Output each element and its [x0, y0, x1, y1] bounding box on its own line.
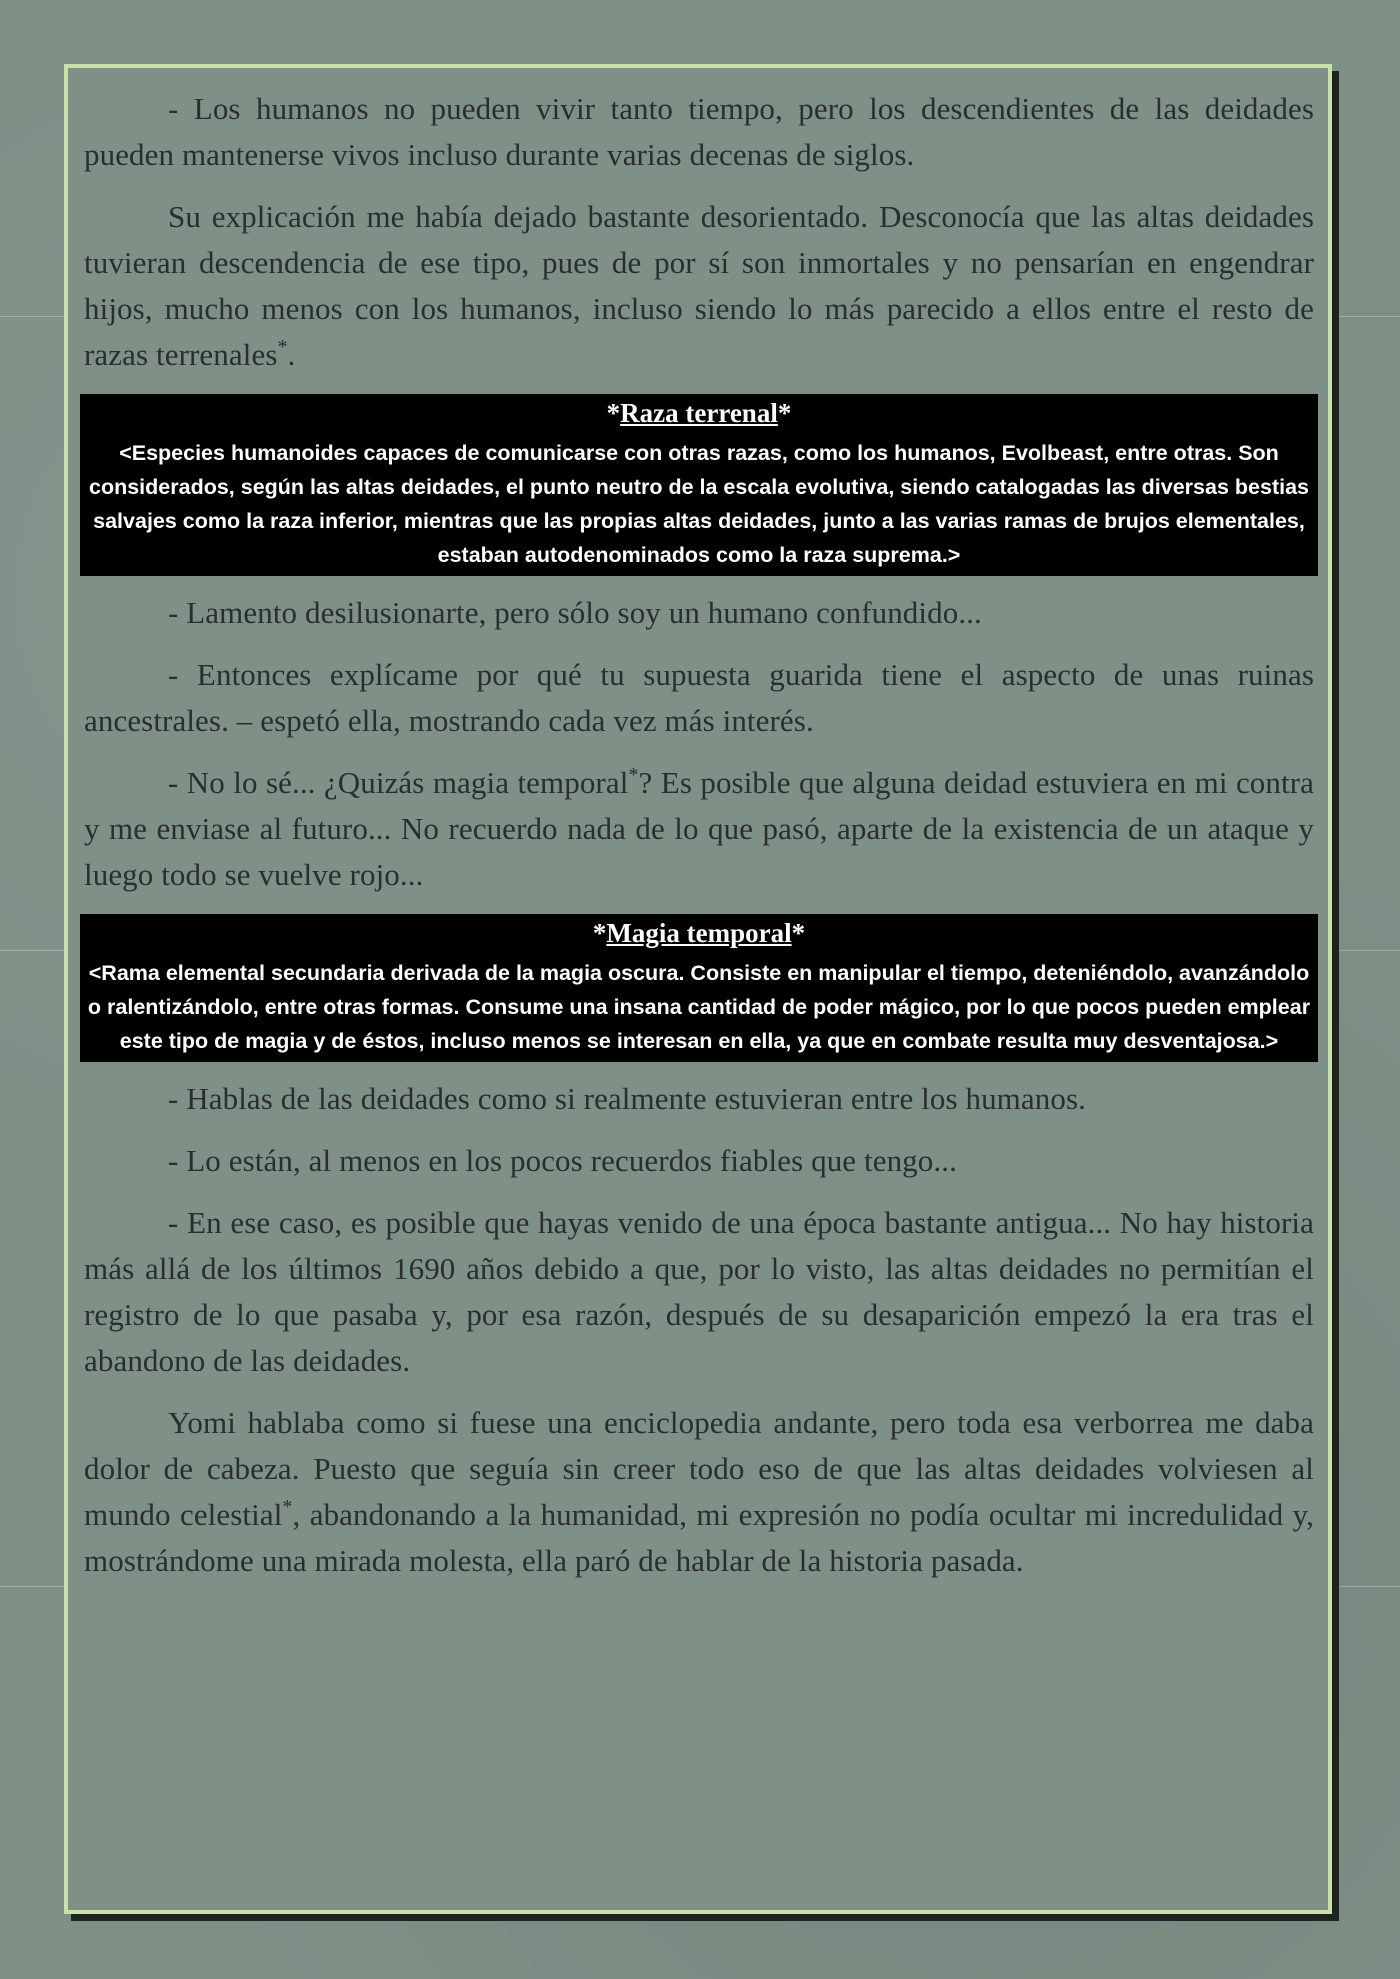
glossary-title: *Magia temporal*: [592, 918, 806, 948]
paragraph-dialogue: - No lo sé... ¿Quizás magia temporal*? Es posible que alguna deidad estuviera en mi contra y me enviase al futuro... No recuerdo nada de lo que pasó, aparte de la existencia de un ataque y luego todo se vuelve rojo...: [84, 764, 1315, 892]
paragraph-narration: Yomi hablaba como si fuese una enciclopedia andante, pero toda esa verborrea me daba dolor de cabeza. Puesto que seguía sin creer todo eso de que las altas deidades volviesen al mundo celestial*, abandonando a la humanidad, mi expresión no podía ocultar mi incredulidad y, mostrándome una mirada molesta, ella paró de hablar de la historia pasada.: [84, 1405, 1314, 1578]
paragraph-dialogue: - Lamento desilusionarte, pero sólo soy un humano confundido...: [168, 595, 982, 630]
paragraph-dialogue: - Entonces explícame por qué tu supuesta guarida tiene el aspecto de unas ruinas ancestrales. – espetó ella, mostrando cada vez más interés.: [84, 657, 1314, 738]
footnote-marker: *: [282, 1496, 293, 1518]
glossary-definition: <Especies humanoides capaces de comunicarse con otras razas, como los humanos, Evolbeast, entre otras. Son considerados, según las altas deidades, el punto neutro de la escala evolutiva, siendo catalogadas las diversas bestias salvajes como la raza inferior, mientras que las propias altas deidades, junto a las varias ramas de brujos elementales, estaban autodenominados como la raza suprema.>: [89, 441, 1309, 567]
glossary-box-raza-terrenal: [80, 394, 1318, 576]
page-frame: [64, 64, 1332, 1914]
paragraph-dialogue: - En ese caso, es posible que hayas venido de una época bastante antigua... No hay historia más allá de los últimos 1690 años debido a que, por lo visto, las altas deidades no permitían el registro de lo que pasaba y, por esa razón, después de su desaparición empezó la era tras el abandono de las deidades.: [84, 1205, 1314, 1378]
paragraph-dialogue: - Los humanos no pueden vivir tanto tiempo, pero los descendientes de las deidades pueden mantenerse vivos incluso durante varias decenas de siglos.: [84, 91, 1314, 172]
paragraph-dialogue: - Lo están, al menos en los pocos recuerdos fiables que tengo...: [168, 1143, 957, 1178]
glossary-title: *Raza terrenal*: [606, 398, 792, 428]
footnote-marker: *: [628, 764, 639, 786]
glossary-box-magia-temporal: [80, 914, 1318, 1062]
page-content: [84, 86, 1314, 1600]
footnote-marker: *: [277, 336, 288, 358]
paragraph-dialogue: - Hablas de las deidades como si realmente estuvieran entre los humanos.: [168, 1081, 1086, 1116]
paragraph-narration: Su explicación me había dejado bastante desorientado. Desconocía que las altas deidades tuvieran descendencia de ese tipo, pues de por sí son inmortales y no pensarían en engendrar hijos, mucho menos con los humanos, incluso siendo lo más parecido a ellos entre el resto de razas terrenales*.: [84, 199, 1314, 372]
glossary-definition: <Rama elemental secundaria derivada de la magia oscura. Consiste en manipular el tiempo, deteniéndolo, avanzándolo o ralentizándolo, entre otras formas. Consume una insana cantidad de poder mágico, por lo que pocos pueden emplear este tipo de magia y de éstos, incluso menos se interesan en ella, ya que en combate resulta muy desventajosa.>: [87, 961, 1311, 1053]
